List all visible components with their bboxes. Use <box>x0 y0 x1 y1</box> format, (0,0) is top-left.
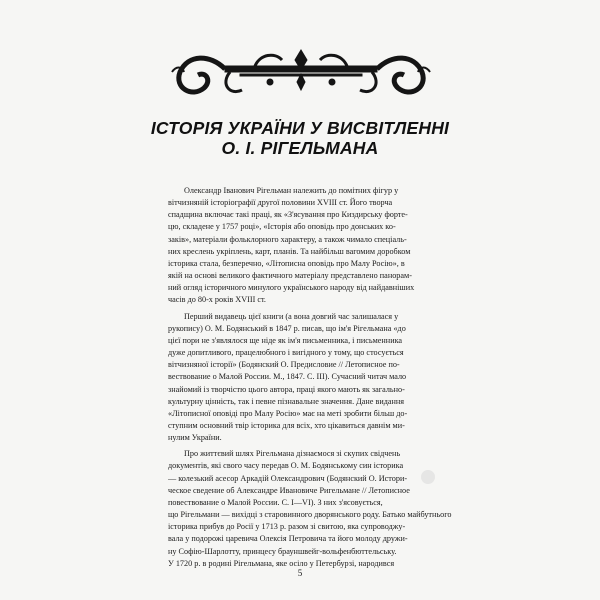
paragraph-2 <box>168 311 472 445</box>
text-line: вітчизняної історії» (Бодянский О. Предисловие // Летописное по- <box>168 360 400 370</box>
text-line: часів до 80-х років XVIII ст. <box>168 295 266 305</box>
decorative-ornament-icon <box>170 44 432 102</box>
text-line: цю, складене у 1757 році», «Історія або оповідь про донських ко- <box>168 222 396 232</box>
title-line-2: О. І. РІГЕЛЬМАНА <box>221 138 379 158</box>
text-line: ступним основний твір історика для всіх, хто цікавиться давнім ми- <box>168 420 405 430</box>
text-line: історика прибув до Росії у 1713 р. разом зі свитою, яка супроводжу- <box>168 522 406 532</box>
text-line: ну Софію-Шарлотту, принцесу брауншвейг-вольфенбюттельську. <box>168 546 397 556</box>
text-line: історика стала, безперечно, «Літописна оповідь про Малу Росію», в <box>168 258 405 268</box>
paragraph-1 <box>168 185 472 307</box>
text-line: що Рігельмани — вихідці з старовинного дворянського роду. Батько майбутнього <box>168 510 452 520</box>
page-number: 5 <box>297 568 303 578</box>
scan-smudge <box>421 470 435 484</box>
text-line: дуже допитливого, працелюбного і вигідного у тому, що стосується <box>168 348 404 358</box>
text-line: нулим України. <box>168 433 222 443</box>
text-line: документів, які свого часу передав О. М. Бодянському син історика <box>168 461 404 471</box>
text-line: якій на основі великого фактичного матеріалу представлено панорам- <box>168 271 412 281</box>
text-line: знайомий із творчістю цього автора, праці якого мають як загально- <box>168 384 405 394</box>
text-line: ний огляд історичного минулого українського народу від найдавніших <box>168 283 415 293</box>
page-title <box>120 118 480 158</box>
text-line: повествование о Малой России. С. I—VI). З них з'ясовується, <box>168 497 383 507</box>
text-line: вітчизняній історіографії другої половини XVIII ст. Його творча <box>168 198 393 208</box>
body-text <box>168 185 472 570</box>
text-line: ческое сведение об Александре Ивановиче Ригельмане // Летописное <box>168 485 410 495</box>
text-line: цієї пори не з'являлося ще ніде як ім'я письменника, і письменника <box>168 335 403 345</box>
text-line: Олександр Іванович Рігельман належить до помітних фігур у <box>184 186 399 195</box>
text-line: них креслень укріплень, карт, планів. Та найбільш вагомим доробком <box>168 246 411 256</box>
text-line: вала у подорожі царевича Олексія Петровича та його молоду дружи- <box>168 534 408 544</box>
text-line: Перший видавець цієї книги (а вона довгий час залишалася у <box>184 311 399 321</box>
text-line: культурну цінність, так і певне пізнавальне значення. Дане видання <box>168 396 405 406</box>
text-line: — колезький асесор Аркадій Олександрович (Бодянский О. Истори- <box>168 473 408 483</box>
text-line: спадщина включає такі праці, як «З'ясування про Киздирську форте- <box>168 210 408 220</box>
text-line: рукопису) О. М. Бодянський в 1847 р. писав, що ім'я Рігельмана «до <box>168 323 406 333</box>
text-line: заків», матеріали фольклорного характеру, а також чимало спеціаль- <box>168 234 407 244</box>
text-line: вествование о Малой России. М., 1847. С. III). Сучасний читач мало <box>168 372 407 382</box>
text-line: «Літописної оповіді про Малу Росію» має на меті зробити більш до- <box>168 408 408 418</box>
text-line: У 1720 р. в родині Рігельмана, яке осіло у Петербурзі, народився <box>168 558 395 568</box>
paragraph-3 <box>168 448 472 570</box>
text-line: Про життєвий шлях Рігельмана дізнаємося зі скупих свідчень <box>184 449 401 459</box>
title-line-1: ІСТОРІЯ УКРАЇНИ У ВИСВІТЛЕННІ <box>150 118 450 138</box>
